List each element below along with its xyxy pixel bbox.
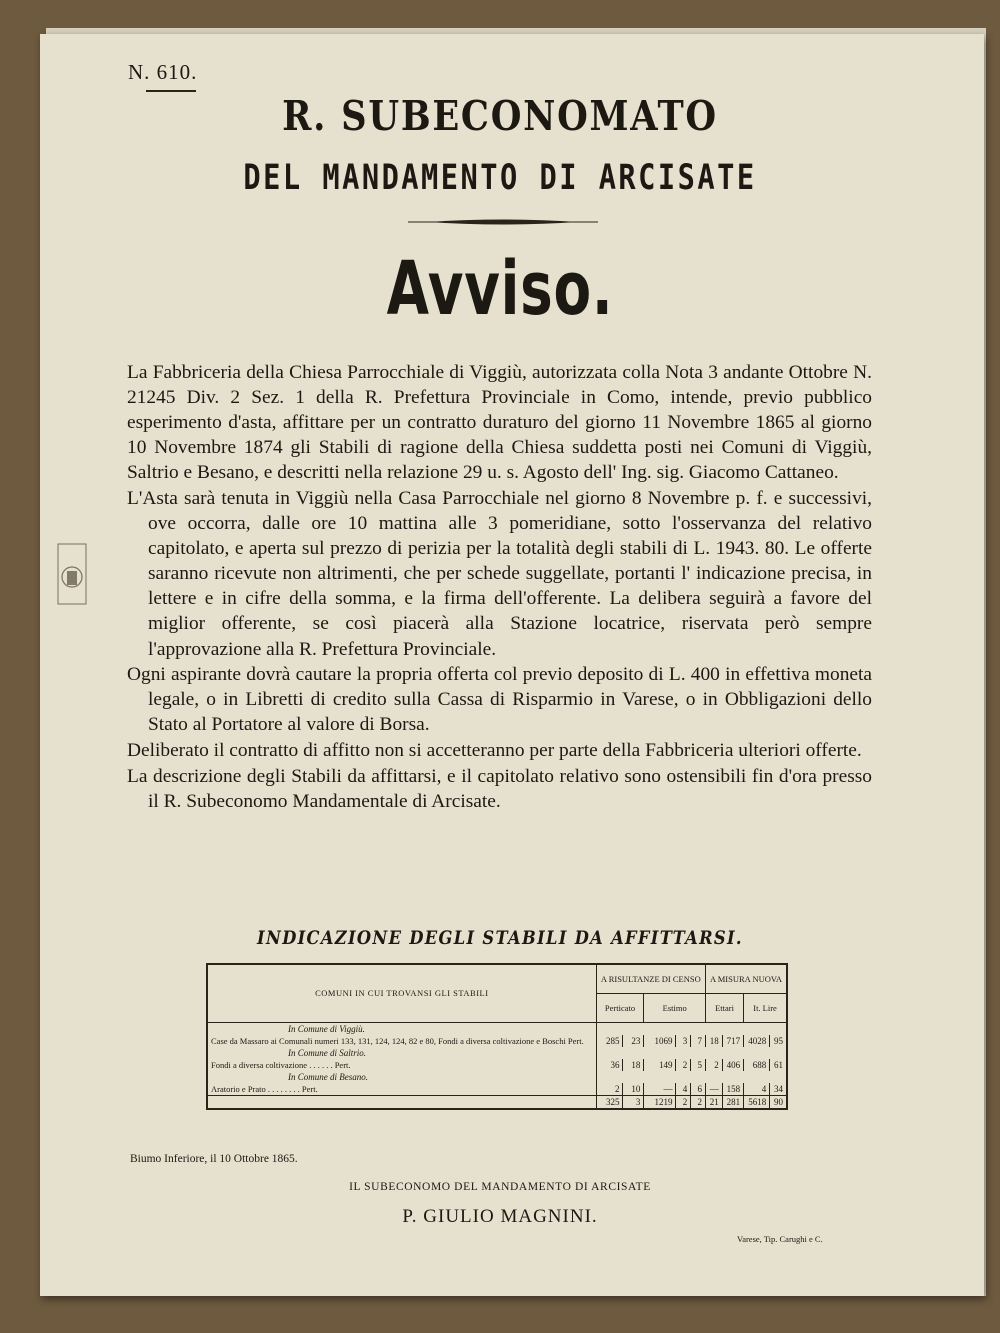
sub-lire: It. Lire [744, 994, 787, 1022]
cell: — [705, 1083, 722, 1096]
total-cell: 21 [705, 1095, 722, 1109]
paragraph-5: La descrizione degli Stabili da affittarsi, e il capitolato relativo sono ostensibili fin d'ora presso il R. Subeconomo Mandamentale di Arcisate. [127, 765, 872, 812]
cell: 5 [691, 1059, 706, 1071]
sub-estimo: Estimo [644, 994, 706, 1022]
total-cell: 5618 [744, 1095, 770, 1109]
cell: 3 [676, 1035, 691, 1047]
cell: 36 [596, 1059, 623, 1071]
table-row [207, 1059, 787, 1071]
cell: 7 [691, 1035, 706, 1047]
notice-title: Avviso. [386, 246, 614, 332]
date-line: Biumo Inferiore, il 10 Ottobre 1865. [130, 1153, 298, 1165]
col-comuni-header: COMUNI IN CUI TROVANSI GLI STABILI [207, 964, 596, 1022]
table-row [207, 1035, 787, 1047]
cell: — [644, 1083, 676, 1096]
cell: 61 [770, 1059, 787, 1071]
cell: 4028 [744, 1035, 770, 1047]
total-cell: 3 [623, 1095, 644, 1109]
cell: 2 [705, 1059, 722, 1071]
cell: 2 [676, 1059, 691, 1071]
paragraph-1: La Fabbriceria della Chiesa Parrocchiale di Viggiù, autorizzata colla Nota 3 andante Ottobre N. 21245 Div. 2 Sez. 1 della R. Prefettura Provinciale in Como, intende, previo pubblico esperimento d'asta, affittare per un contratto duraturo del giorno 11 Novembre 1865 al giorno 10 Novembre 1874 gli Stabili di ragione della Chiesa suddetta posti nei Comuni di Viggiù, Saltrio e Besano, e descritti nella relazione 29 u. s. Agosto dell' Ing. sig. Giacomo Cattaneo. [127, 362, 872, 484]
table-row [207, 1047, 787, 1059]
cell: 34 [770, 1083, 787, 1096]
cell: 406 [722, 1059, 743, 1071]
total-cell: 2 [691, 1095, 706, 1109]
comune-label: In Comune di Viggiù. [207, 1022, 596, 1035]
comune-label: In Comune di Saltrio. [207, 1047, 596, 1059]
totals-row [207, 1095, 787, 1109]
row-desc: Case da Massaro ai Comunali numeri 133, 131, 124, 124, 82 e 80, Fondi a diversa coltivazione e Boschi Pert. [207, 1035, 596, 1047]
comune-label: In Comune di Besano. [207, 1071, 596, 1083]
cell: 717 [722, 1035, 743, 1047]
cell: 18 [705, 1035, 722, 1047]
cell: 149 [644, 1059, 676, 1071]
revenue-stamp-icon [57, 543, 87, 605]
cell: 4 [744, 1083, 770, 1096]
total-cell: 1219 [644, 1095, 676, 1109]
cell: 688 [744, 1059, 770, 1071]
paragraph-3: Ogni aspirante dovrà cautare la propria offerta col previo deposito di L. 400 in effettiva moneta legale, o in Libretti di credito sulla Cassa di Risparmio in Varese, o in Obbligazioni dello Stato al Portatore al valore di Borsa. [127, 664, 872, 736]
table-row [207, 1071, 787, 1083]
total-cell: 281 [722, 1095, 743, 1109]
col-group-censo: A RISULTANZE DI CENSO [596, 964, 705, 994]
paragraph-2: L'Asta sarà tenuta in Viggiù nella Casa Parrocchiale nel giorno 8 Novembre p. f. e successivi, ove occorra, dalle ore 10 mattina alle 3 pomeridiane, sotto l'osservanza del relativo capitolato, e aperta sul prezzo di perizia per la totalità degli stabili di L. 1943. 80. Le offerte saranno ricevute non altrimenti, che per schede suggellate, portanti l' indicazione precisa, in lettere e in cifre della somma, e la firma dell'offerente. La delibera seguirà a favore del miglior offerente, se così piacerà alla Stazione locatrice, riservata però sempre l'approvazione alla R. Prefettura Provinciale. [127, 487, 872, 660]
cell: 285 [596, 1035, 623, 1047]
cell: 4 [676, 1083, 691, 1096]
cell: 23 [623, 1035, 644, 1047]
total-cell: 90 [770, 1095, 787, 1109]
sub-ettari: Ettari [705, 994, 743, 1022]
notice-body [127, 360, 872, 814]
total-cell: 2 [676, 1095, 691, 1109]
paragraph-4: Deliberato il contratto di affitto non si accetteranno per parte della Fabbriceria ulteriori offerte. [127, 739, 862, 761]
table-row [207, 1083, 787, 1096]
cell: 158 [722, 1083, 743, 1096]
row-desc: Fondi a diversa coltivazione . . . . . . Pert. [207, 1059, 596, 1071]
row-desc: Aratorio e Prato . . . . . . . . Pert. [207, 1083, 596, 1096]
table-heading: INDICAZIONE DEGLI STABILI DA AFFITTARSI. [257, 928, 743, 949]
heading-line1: R. SUBECONOMATO [282, 92, 718, 140]
total-cell: 325 [596, 1095, 623, 1109]
sub-perticato: Perticato [596, 994, 644, 1022]
cell: 2 [596, 1083, 623, 1096]
signature-title: IL SUBECONOMO DEL MANDAMENTO DI ARCISATE [349, 1181, 651, 1193]
cell: 18 [623, 1059, 644, 1071]
signature-name: P. GIULIO MAGNINI. [402, 1206, 598, 1227]
cell: 1069 [644, 1035, 676, 1047]
cell: 95 [770, 1035, 787, 1047]
properties-table [206, 963, 788, 1110]
col-group-misura: A MISURA NUOVA [705, 964, 787, 994]
printer-imprint: Varese, Tip. Carughi e C. [737, 1234, 823, 1244]
cell: 10 [623, 1083, 644, 1096]
cell: 6 [691, 1083, 706, 1096]
ornamental-rule [408, 218, 598, 226]
notice-number: N. 610. [128, 60, 198, 84]
heading-line2: DEL MANDAMENTO DI ARCISATE [243, 158, 757, 198]
table-row [207, 1022, 787, 1035]
